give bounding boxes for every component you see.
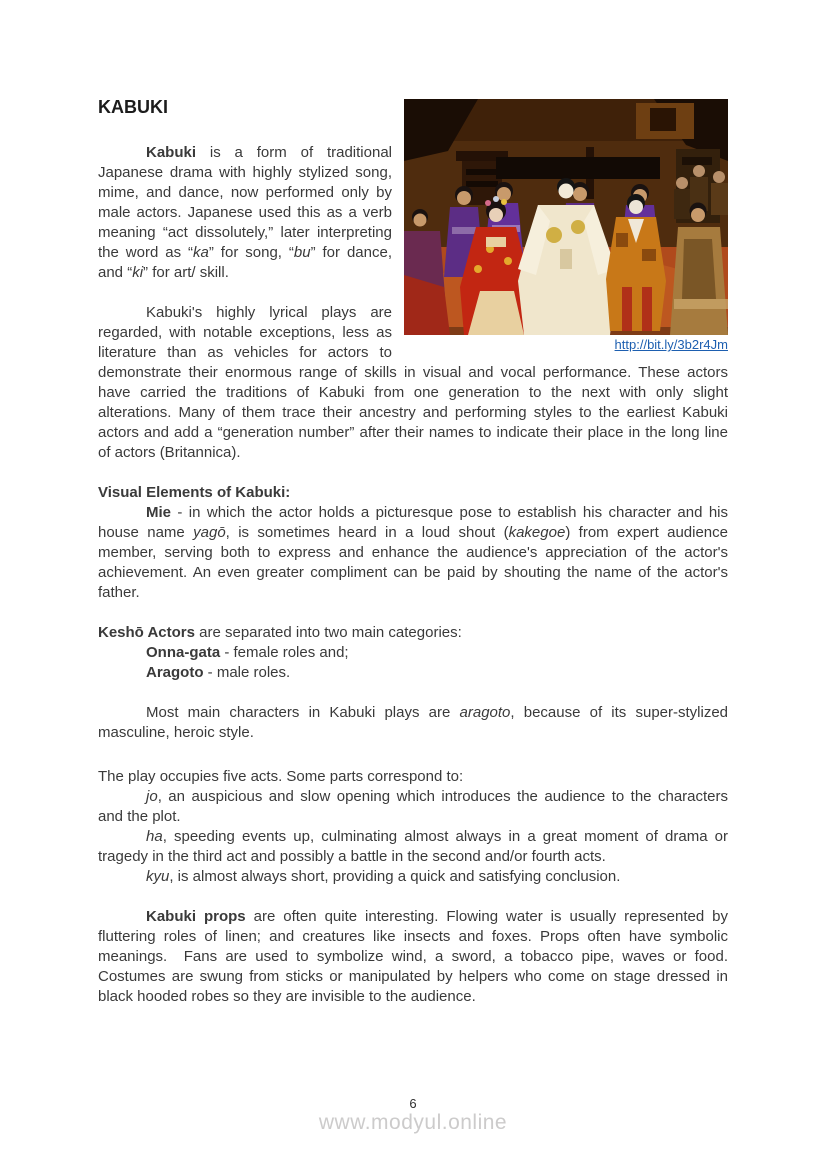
page-title: KABUKI — [98, 97, 168, 117]
paragraph-lyrical: Kabuki's highly lyrical plays are regarded, with notable exceptions, less as literature than as vehicles for actors to demonstrate their enormous range of skills in visual and vocal performance. These actors have carried the traditions of Kabuki from one generation to the next with only slight alterations. Many of them trace their ancestry and performing styles to the earliest Kabuki actors and add a “generation number” after their names to indicate their place in the long line of actors (Britannica). — [98, 304, 728, 461]
figure-caption-link[interactable]: http://bit.ly/3b2r4Jm — [614, 337, 728, 352]
page-number: 6 — [409, 1096, 417, 1111]
paragraph-mie: Mie - in which the actor holds a picturesque pose to establish his character and his house name yagō, is sometimes heard in a loud shout (kakegoe) from expert audience member, serving both to express and enhance the audience's appreciation of the actor's achievement. An even greater compliment can be paid by shouting the name of the actor's father. — [98, 504, 728, 601]
line-kesho-actors: Keshō Actors are separated into two main categories: — [98, 624, 462, 641]
list-item-aragoto: Aragoto - male roles. — [146, 664, 291, 681]
figure-caption — [404, 337, 728, 353]
kabuki-photo — [404, 99, 728, 335]
figure — [404, 99, 728, 353]
list-item-ha: ha, speeding events up, culminating almost always in a great moment of drama or tragedy in the third act and possibly a battle in the second and/or fourth acts. — [98, 828, 728, 865]
list-item-onnagata: Onna-gata - female roles and; — [146, 644, 349, 661]
line-five-acts: The play occupies five acts. Some parts correspond to: — [98, 768, 464, 785]
paragraph-props: Kabuki props are often quite interesting. Flowing water is usually represented by fluttering roles of linen; and creatures like insects and foxes. Props often have symbolic meanings. Fans are used to symbolize wind, a sword, a tobacco pipe, waves or food. Costumes are swung from sticks or manipulated by helpers who come on stage dressed in black hooded robes so they are invisible to the audience. — [98, 908, 728, 1005]
paragraph-most-characters: Most main characters in Kabuki plays are aragoto, because of its super-stylized masculine, heroic style. — [98, 704, 729, 741]
list-item-kyu: kyu, is almost always short, providing a quick and satisfying conclusion. — [146, 868, 621, 885]
document-body — [98, 97, 728, 1007]
watermark: www.modyul.online — [318, 1111, 508, 1134]
paragraph-intro: Kabuki is a form of traditional Japanese drama with highly stylized song, mime, and dance, now performed only by male actors. Japanese used this as a verb meaning “act dissolutely,” later interpreting the word as “ka” for song, “bu” for dance, and “ki” for art/ skill. — [98, 144, 392, 281]
heading-visual-elements: Visual Elements of Kabuki: — [98, 484, 291, 501]
list-item-jo: jo, an auspicious and slow opening which introduces the audience to the characters and the plot. — [98, 788, 728, 825]
